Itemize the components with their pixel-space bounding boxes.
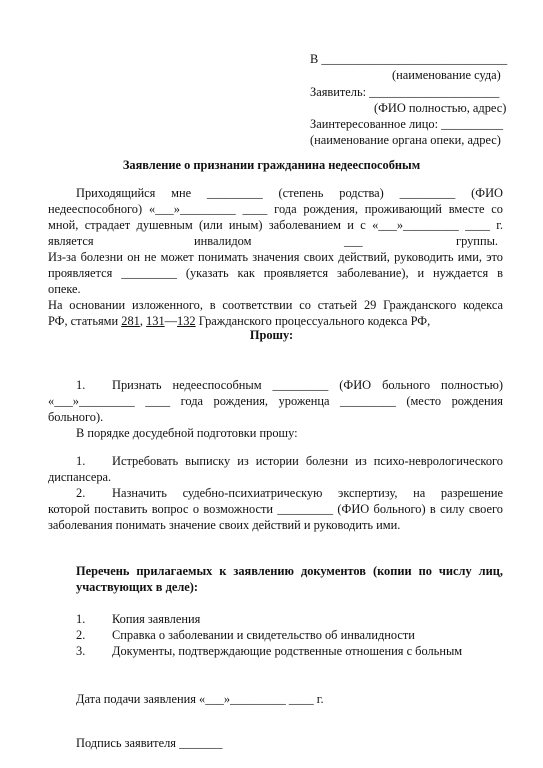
- separator: ,: [139, 314, 147, 328]
- pretrial-1-line-2: диспансера.: [48, 470, 112, 484]
- paragraph-3-line-1: На основании изложенного, в соответствии со статьей 29 Гражданского кодекса: [48, 298, 503, 312]
- document-title: Заявление о признании гражданина недееспособным: [122, 158, 421, 172]
- article-131-link[interactable]: 131: [146, 314, 165, 328]
- paragraph-3-line-2: [48, 314, 430, 329]
- submission-date-line: Дата подачи заявления «___»_________ ____ г.: [76, 692, 324, 706]
- applicant-signature-line: Подпись заявителя _______: [76, 736, 223, 750]
- court-line: В ______________________________: [310, 52, 508, 66]
- attachment-2-number: 2.: [76, 628, 86, 642]
- paragraph-2-line-2: проявляется _________ (указать как проявляется заболевание), и нуждается в: [48, 266, 503, 280]
- article-281-link[interactable]: 281: [121, 314, 140, 328]
- article-132-link[interactable]: 132: [177, 314, 196, 328]
- attachment-1-text: Копия заявления: [112, 612, 201, 626]
- attachments-heading-line-1: Перечень прилагаемых к заявлению документов (копии по числу лиц,: [76, 564, 503, 578]
- paragraph-1-line-2: недееспособного) «___»_________ ____ года рождения, проживающий вместе со: [48, 202, 503, 216]
- court-hint: (наименование суда): [392, 68, 501, 82]
- paragraph-3-text-post: Гражданского процессуального кодекса РФ,: [195, 314, 431, 328]
- pretrial-1-number: 1.: [76, 454, 86, 468]
- request-1-line-2: «___»_________ ____ года рождения, уроженца _________ (место рождения: [48, 394, 503, 408]
- request-1-number: 1.: [76, 378, 86, 392]
- applicant-hint: (ФИО полностью, адрес): [374, 101, 507, 115]
- paragraph-1-line-4d: группы.: [456, 234, 498, 248]
- interested-party-hint: (наименование органа опеки, адрес): [310, 133, 501, 147]
- paragraph-2-line-1: Из-за болезни он не может понимать значения своих действий, руководить ими, это: [48, 250, 503, 264]
- paragraph-1-line-4c: ___: [344, 234, 363, 248]
- paragraph-1-line-4b: инвалидом: [194, 234, 252, 248]
- paragraph-1-line-4a: является: [48, 234, 94, 248]
- paragraph-1-line-3: мной, страдает душевным (или иным) заболеванием и с «___»_________ ____ г.: [48, 218, 503, 232]
- range-dash: —: [164, 314, 178, 328]
- request-1-line-3: больного).: [48, 410, 104, 424]
- attachment-2-text: Справка о заболевании и свидетельство об инвалидности: [112, 628, 415, 642]
- paragraph-2-line-3: опеке.: [48, 282, 81, 296]
- attachments-heading-line-2: участвующих в деле):: [76, 580, 199, 594]
- request-heading: Прошу:: [249, 328, 294, 342]
- request-1-line-1: Признать недееспособным _________ (ФИО больного полностью): [112, 378, 503, 392]
- pretrial-2-line-2: которой поставить вопрос о возможности _________ (ФИО больного) в силу своего: [48, 502, 503, 516]
- pretrial-2-line-3: заболевания понимать значение своих действий и руководить ими.: [48, 518, 401, 532]
- pretrial-1-line-1: Истребовать выписку из истории болезни из психо-неврологического: [112, 454, 503, 468]
- attachment-3-text: Документы, подтверждающие родственные отношения с больным: [112, 644, 463, 658]
- paragraph-3-text-pre: РФ, статьями: [48, 314, 122, 328]
- pretrial-heading: В порядке досудебной подготовки прошу:: [76, 426, 298, 440]
- pretrial-2-number: 2.: [76, 486, 86, 500]
- attachment-3-number: 3.: [76, 644, 86, 658]
- attachment-1-number: 1.: [76, 612, 86, 626]
- applicant-line: Заявитель: _____________________: [310, 85, 500, 99]
- paragraph-1-line-1: Приходящийся мне _________ (степень родства) _________ (ФИО: [76, 186, 503, 200]
- pretrial-2-line-1: Назначить судебно-психиатрическую экспертизу, на разрешение: [112, 486, 503, 500]
- interested-party-line: Заинтересованное лицо: __________: [310, 117, 504, 131]
